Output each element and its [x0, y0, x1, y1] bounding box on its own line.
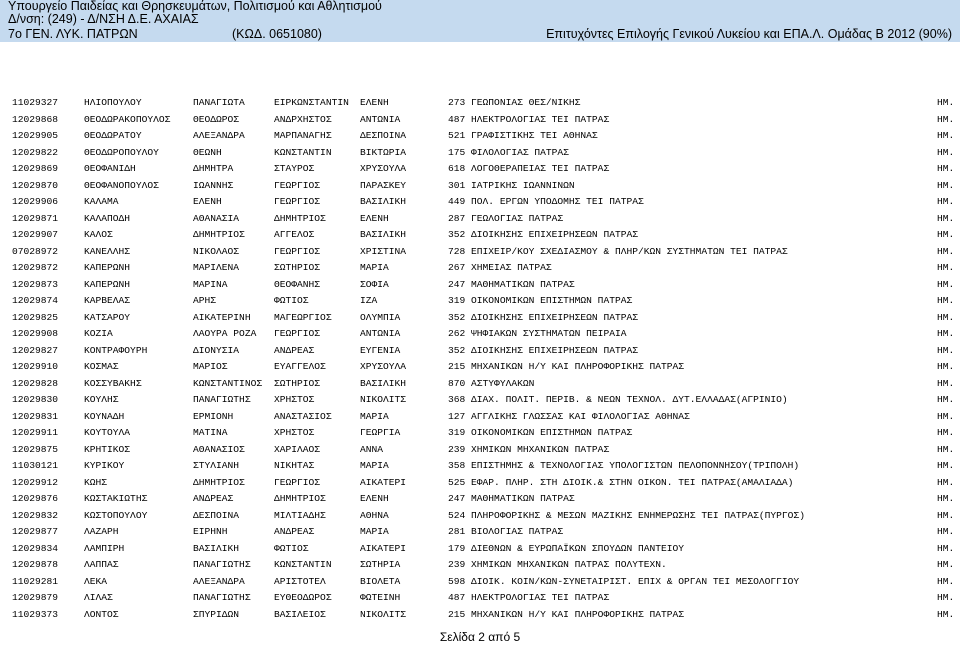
table-row	[0, 574, 960, 591]
mother-name: ΕΥΓΕΝΙΑ	[360, 344, 401, 356]
table-row	[0, 392, 960, 409]
student-id: 12029830	[12, 394, 59, 405]
table-row	[0, 343, 960, 360]
day-flag: ΗΜ.	[937, 113, 955, 125]
surname: ΘΕΟΦΑΝΙΔΗ	[84, 163, 136, 174]
department: 618 ΛΟΓΟΘΕΡΑΠΕΙΑΣ ΤΕΙ ΠΑΤΡΑΣ	[448, 163, 610, 174]
mother-name: ΣΟΦΙΑ	[360, 278, 389, 290]
document-header	[0, 0, 960, 42]
department: 368 ΔΙΑΧ. ΠΟΛΙΤ. ΠΕΡΙΒ. & ΝΕΩΝ ΤΕΧΝΟΛ. ΔΥΤ.ΕΛΛΑΔΑΣ(ΑΓΡΙΝΙΟ)	[448, 394, 788, 405]
day-flag: ΗΜ.	[937, 328, 955, 339]
surname: ΚΑΠΕΡΩΝΗ	[84, 262, 131, 273]
father-name: ΜΙΛΤΙΑΔΗΣ	[274, 509, 326, 521]
first-name: ΑΙΚΑΤΕΡΙΝΗ	[193, 311, 251, 323]
first-name: ΘΕΩΝΗ	[193, 146, 222, 158]
first-name: ΑΘΑΝΑΣΙΑ	[193, 212, 240, 224]
first-name: ΕΡΜΙΟΝΗ	[193, 410, 234, 422]
mother-name: ΒΙΚΤΩΡΙΑ	[360, 146, 407, 158]
father-name: ΜΑΡΠΑΝΑΓΗΣ	[274, 130, 332, 141]
department: 870 ΑΣΤΥΦΥΛΑΚΩΝ	[448, 377, 535, 389]
day-flag: ΗΜ.	[937, 410, 955, 422]
father-name: ΓΕΩΡΓΙΟΣ	[274, 328, 321, 339]
day-flag: ΗΜ.	[937, 476, 955, 488]
day-flag: ΗΜ.	[937, 377, 955, 389]
father-name: ΔΗΜΗΤΡΙΟΣ	[274, 493, 326, 504]
table-row	[0, 376, 960, 393]
table-row	[0, 260, 960, 277]
day-flag: ΗΜ.	[937, 196, 955, 207]
first-name: ΑΡΗΣ	[193, 295, 217, 306]
surname: ΘΕΟΔΩΡΑΚΟΠΟΥΛΟΣ	[84, 113, 171, 125]
mother-name: ΧΡΥΣΟΥΛΑ	[360, 361, 407, 372]
mother-name: ΑΙΚΑΤΕΡΙ	[360, 476, 407, 488]
father-name: ΚΩΝΣΤΑΝΤΙΝ	[274, 559, 332, 570]
table-row	[0, 524, 960, 541]
day-flag: ΗΜ.	[937, 278, 955, 290]
first-name: ΑΝΔΡΕΑΣ	[193, 493, 234, 504]
father-name: ΧΡΗΣΤΟΣ	[274, 427, 315, 438]
first-name: ΑΛΕΞΑΝΔΡΑ	[193, 575, 245, 587]
mother-name: ΧΡΙΣΤΙΝΑ	[360, 245, 407, 257]
father-name: ΓΕΩΡΓΙΟΣ	[274, 245, 321, 257]
student-id: 12029871	[12, 212, 59, 224]
student-id: 12029877	[12, 526, 59, 537]
mother-name: ΦΩΤΕΙΝΗ	[360, 592, 401, 603]
department: 524 ΠΛΗΡΟΦΟΡΙΚΗΣ & ΜΕΣΩΝ ΜΑΖΙΚΗΣ ΕΝΗΜΕΡΩΣΗΣ ΤΕΙ ΠΑΤΡΑΣ(ΠΥΡΓΟΣ)	[448, 509, 805, 521]
student-id: 12029832	[12, 509, 59, 521]
father-name: ΑΝΑΣΤΑΣΙΟΣ	[274, 410, 332, 422]
surname: ΚΩΗΣ	[84, 476, 108, 488]
first-name: ΔΙΟΝΥΣΙΑ	[193, 344, 240, 356]
mother-name: ΟΛΥΜΠΙΑ	[360, 311, 401, 323]
first-name: ΔΗΜΗΤΡΑ	[193, 163, 234, 174]
department: 127 ΑΓΓΛΙΚΗΣ ΓΛΩΣΣΑΣ ΚΑΙ ΦΙΛΟΛΟΓΙΑΣ ΑΘΗΝΑΣ	[448, 410, 690, 422]
first-name: ΔΕΣΠΟΙΝΑ	[193, 509, 240, 521]
first-name: ΕΛΕΝΗ	[193, 196, 222, 207]
student-id: 12029822	[12, 146, 59, 158]
mother-name: ΜΑΡΙΑ	[360, 262, 389, 273]
father-name: ΦΩΤΙΟΣ	[274, 542, 309, 554]
surname: ΚΑΛΟΣ	[84, 229, 113, 240]
day-flag: ΗΜ.	[937, 575, 955, 587]
student-id: 12029910	[12, 361, 59, 372]
father-name: ΦΩΤΙΟΣ	[274, 295, 309, 306]
day-flag: ΗΜ.	[937, 179, 955, 191]
mother-name: ΑΘΗΝΑ	[360, 509, 389, 521]
first-name: ΠΑΝΑΓΙΩΤΑ	[193, 97, 245, 108]
mother-name: ΠΑΡΑΣΚΕΥ	[360, 179, 407, 191]
department: 319 ΟΙΚΟΝΟΜΙΚΩΝ ΕΠΙΣΤΗΜΩΝ ΠΑΤΡΑΣ	[448, 427, 633, 438]
father-name: ΜΑΓΕΩΡΓΙΟΣ	[274, 311, 332, 323]
department: 287 ΓΕΩΛΟΓΙΑΣ ΠΑΤΡΑΣ	[448, 212, 564, 224]
student-id: 12029879	[12, 592, 59, 603]
surname: ΛΑΖΑΡΗ	[84, 526, 119, 537]
surname: ΚΑΤΣΑΡΟΥ	[84, 311, 131, 323]
father-name: ΚΩΝΣΤΑΝΤΙΝ	[274, 146, 332, 158]
mother-name: ΝΙΚΟΛΙΤΣ	[360, 394, 407, 405]
department: 352 ΔΙΟΙΚΗΣΗΣ ΕΠΙΧΕΙΡΗΣΕΩΝ ΠΑΤΡΑΣ	[448, 311, 638, 323]
table-row	[0, 541, 960, 558]
mother-name: ΣΩΤΗΡΙΑ	[360, 559, 401, 570]
student-id: 12029907	[12, 229, 59, 240]
surname: ΛΟΝΤΟΣ	[84, 608, 119, 620]
department: 239 ΧΗΜΙΚΩΝ ΜΗΧΑΝΙΚΩΝ ΠΑΤΡΑΣ	[448, 443, 610, 455]
surname: ΚΟΥΝΑΔΗ	[84, 410, 125, 422]
department: 262 ΨΗΦΙΑΚΩΝ ΣΥΣΤΗΜΑΤΩΝ ΠΕΙΡΑΙΑ	[448, 328, 627, 339]
surname: ΛΕΚΑ	[84, 575, 108, 587]
surname: ΚΩΣΤΑΚΙΩΤΗΣ	[84, 493, 148, 504]
table-row	[0, 359, 960, 376]
table-row	[0, 128, 960, 145]
surname: ΚΑΛΑΠΟΔΗ	[84, 212, 131, 224]
table-row	[0, 590, 960, 607]
first-name: ΜΑΡΙΝΑ	[193, 278, 228, 290]
day-flag: ΗΜ.	[937, 559, 955, 570]
first-name: ΠΑΝΑΓΙΩΤΗΣ	[193, 394, 251, 405]
department: 175 ΦΙΛΟΛΟΓΙΑΣ ΠΑΤΡΑΣ	[448, 146, 569, 158]
day-flag: ΗΜ.	[937, 295, 955, 306]
student-id: 12029872	[12, 262, 59, 273]
surname: ΚΟΝΤΡΑΦΟΥΡΗ	[84, 344, 148, 356]
first-name: ΔΗΜΗΤΡΙΟΣ	[193, 476, 245, 488]
father-name: ΓΕΩΡΓΙΟΣ	[274, 179, 321, 191]
father-name: ΝΙΚΗΤΑΣ	[274, 460, 315, 471]
table-row	[0, 310, 960, 327]
day-flag: ΗΜ.	[937, 493, 955, 504]
table-row	[0, 112, 960, 129]
department: 487 ΗΛΕΚΤΡΟΛΟΓΙΑΣ ΤΕΙ ΠΑΤΡΑΣ	[448, 592, 610, 603]
mother-name: ΙΖΑ	[360, 295, 378, 306]
surname: ΚΩΣΤΟΠΟΥΛΟΥ	[84, 509, 148, 521]
first-name: ΘΕΟΔΩΡΟΣ	[193, 113, 240, 125]
ministry-title: Υπουργείο Παιδείας και Θρησκευμάτων, Πολιτισμού και Αθλητισμού	[8, 0, 382, 13]
student-id: 12029831	[12, 410, 59, 422]
table-row	[0, 145, 960, 162]
department: 352 ΔΙΟΙΚΗΣΗΣ ΕΠΙΧΕΙΡΗΣΕΩΝ ΠΑΤΡΑΣ	[448, 229, 638, 240]
table-row	[0, 211, 960, 228]
first-name: ΙΩΑΝΝΗΣ	[193, 179, 234, 191]
student-id: 11029373	[12, 608, 59, 620]
first-name: ΛΑΟΥΡΑ ΡΟΖΑ	[193, 328, 257, 339]
table-row	[0, 194, 960, 211]
department: 525 ΕΦΑΡ. ΠΛΗΡ. ΣΤΗ ΔΙΟΙΚ.& ΣΤΗΝ ΟΙΚΟΝ. ΤΕΙ ΠΑΤΡΑΣ(ΑΜΑΛΙΑΔΑ)	[448, 476, 794, 488]
mother-name: ΜΑΡΙΑ	[360, 526, 389, 537]
day-flag: ΗΜ.	[937, 592, 955, 603]
student-id: 11029327	[12, 97, 59, 108]
day-flag: ΗΜ.	[937, 245, 955, 257]
table-row	[0, 326, 960, 343]
department: 179 ΔΙΕΘΝΩΝ & ΕΥΡΩΠΑΪΚΩΝ ΣΠΟΥΔΩΝ ΠΑΝΤΕΙΟΥ	[448, 542, 685, 554]
mother-name: ΓΕΩΡΓΙΑ	[360, 427, 401, 438]
mother-name: ΑΝΤΩΝΙΑ	[360, 328, 401, 339]
father-name: ΑΓΓΕΛΟΣ	[274, 229, 315, 240]
father-name: ΑΝΔΡΧΗΣΤΟΣ	[274, 113, 332, 125]
department: 358 ΕΠΙΣΤΗΜΗΣ & ΤΕΧΝΟΛΟΓΙΑΣ ΥΠΟΛΟΓΙΣΤΩΝ ΠΕΛΟΠΟΝΝΗΣΟΥ(ΤΡΙΠΟΛΗ)	[448, 460, 800, 471]
student-id: 12029906	[12, 196, 59, 207]
surname: ΚΟΥΛΗΣ	[84, 394, 119, 405]
table-row	[0, 277, 960, 294]
mother-name: ΕΛΕΝΗ	[360, 212, 389, 224]
department: 239 ΧΗΜΙΚΩΝ ΜΗΧΑΝΙΚΩΝ ΠΑΤΡΑΣ ΠΟΛΥΤΕΧΝ.	[448, 559, 667, 570]
first-name: ΠΑΝΑΓΙΩΤΗΣ	[193, 592, 251, 603]
student-id: 12029905	[12, 130, 59, 141]
mother-name: ΜΑΡΙΑ	[360, 410, 389, 422]
day-flag: ΗΜ.	[937, 97, 955, 108]
table-row	[0, 508, 960, 525]
surname: ΚΑΝΕΛΛΗΣ	[84, 245, 131, 257]
day-flag: ΗΜ.	[937, 229, 955, 240]
student-id: 07028972	[12, 245, 59, 257]
father-name: ΕΙΡΚΩΝΣΤΑΝΤΙΝ	[274, 97, 349, 108]
father-name: ΧΑΡΙΛΑΟΣ	[274, 443, 321, 455]
father-name: ΓΕΩΡΓΙΟΣ	[274, 196, 321, 207]
father-name: ΣΩΤΗΡΙΟΣ	[274, 262, 321, 273]
mother-name: ΕΛΕΝΗ	[360, 97, 389, 108]
department: 449 ΠΟΛ. ΕΡΓΩΝ ΥΠΟΔΟΜΗΣ ΤΕΙ ΠΑΤΡΑΣ	[448, 196, 644, 207]
student-id: 12029827	[12, 344, 59, 356]
surname: ΛΙΛΑΣ	[84, 592, 113, 603]
department: 319 ΟΙΚΟΝΟΜΙΚΩΝ ΕΠΙΣΤΗΜΩΝ ΠΑΤΡΑΣ	[448, 295, 633, 306]
department: 487 ΗΛΕΚΤΡΟΛΟΓΙΑΣ ΤΕΙ ΠΑΤΡΑΣ	[448, 113, 610, 125]
first-name: ΚΩΝΣΤΑΝΤΙΝΟΣ	[193, 377, 263, 389]
day-flag: ΗΜ.	[937, 163, 955, 174]
student-id: 12029878	[12, 559, 59, 570]
surname: ΘΕΟΔΩΡΑΤΟΥ	[84, 130, 142, 141]
results-table	[0, 95, 960, 623]
table-row	[0, 227, 960, 244]
student-id: 12029869	[12, 163, 59, 174]
page-number: Σελίδα 2 από 5	[439, 630, 521, 644]
first-name: ΝΙΚΟΛΑΟΣ	[193, 245, 240, 257]
student-id: 12029911	[12, 427, 59, 438]
first-name: ΣΤΥΛΙΑΝΗ	[193, 460, 240, 471]
surname: ΚΟΣΣΥΒΑΚΗΣ	[84, 377, 142, 389]
department: 215 ΜΗΧΑΝΙΚΩΝ Η/Υ ΚΑΙ ΠΛΗΡΟΦΟΡΙΚΗΣ ΠΑΤΡΑΣ	[448, 361, 685, 372]
mother-name: ΜΑΡΙΑ	[360, 460, 389, 471]
father-name: ΘΕΟΦΑΝΗΣ	[274, 278, 321, 290]
surname: ΚΟΥΤΟΥΛΑ	[84, 427, 131, 438]
father-name: ΑΝΔΡΕΑΣ	[274, 526, 315, 537]
table-row	[0, 244, 960, 261]
mother-name: ΝΙΚΟΛΙΤΣ	[360, 608, 407, 620]
student-id: 12029873	[12, 278, 59, 290]
department: 247 ΜΑΘΗΜΑΤΙΚΩΝ ΠΑΤΡΑΣ	[448, 278, 575, 290]
surname: ΚΡΗΤΙΚΟΣ	[84, 443, 131, 455]
day-flag: ΗΜ.	[937, 344, 955, 356]
father-name: ΕΥΑΓΓΕΛΟΣ	[274, 361, 326, 372]
day-flag: ΗΜ.	[937, 526, 955, 537]
first-name: ΔΗΜΗΤΡΙΟΣ	[193, 229, 245, 240]
student-id: 12029825	[12, 311, 59, 323]
table-row	[0, 442, 960, 459]
student-id: 12029912	[12, 476, 59, 488]
first-name: ΒΑΣΙΛΙΚΗ	[193, 542, 240, 554]
student-id: 12029875	[12, 443, 59, 455]
father-name: ΑΡΙΣΤΟΤΕΛ	[274, 575, 326, 587]
day-flag: ΗΜ.	[937, 146, 955, 158]
school-name: 7ο ΓΕΝ. ΛΥΚ. ΠΑΤΡΩΝ	[8, 27, 138, 41]
table-row	[0, 293, 960, 310]
surname: ΗΛΙΟΠΟΥΛΟΥ	[84, 97, 142, 108]
first-name: ΜΑΡΙΟΣ	[193, 361, 228, 372]
father-name: ΔΗΜΗΤΡΙΟΣ	[274, 212, 326, 224]
table-row	[0, 491, 960, 508]
surname: ΛΑΜΠΙΡΗ	[84, 542, 125, 554]
surname: ΚΑΛΑΜΑ	[84, 196, 119, 207]
department: 598 ΔΙΟΙΚ. ΚΟΙΝ/ΚΩΝ-ΣΥΝΕΤΑΙΡΙΣΤ. ΕΠΙΧ & ΟΡΓΑΝ ΤΕΙ ΜΕΣΟΛΟΓΓΙΟΥ	[448, 575, 800, 587]
father-name: ΕΥΘΕΟΔΩΡΟΣ	[274, 592, 332, 603]
surname: ΚΟΣΜΑΣ	[84, 361, 119, 372]
table-row	[0, 607, 960, 624]
student-id: 11029281	[12, 575, 59, 587]
father-name: ΧΡΗΣΤΟΣ	[274, 394, 315, 405]
first-name: ΣΠΥΡΙΔΩΝ	[193, 608, 240, 620]
father-name: ΓΕΩΡΓΙΟΣ	[274, 476, 321, 488]
table-row	[0, 425, 960, 442]
day-flag: ΗΜ.	[937, 542, 955, 554]
surname: ΚΑΠΕΡΩΝΗ	[84, 278, 131, 290]
day-flag: ΗΜ.	[937, 130, 955, 141]
day-flag: ΗΜ.	[937, 361, 955, 372]
department: 267 ΧΗΜΕΙΑΣ ΠΑΤΡΑΣ	[448, 262, 552, 273]
school-code: (ΚΩΔ. 0651080)	[232, 27, 322, 41]
student-id: 12029828	[12, 377, 59, 389]
mother-name: ΔΕΣΠΟΙΝΑ	[360, 130, 407, 141]
student-id: 12029868	[12, 113, 59, 125]
directorate-title: Δ/νση: (249) - Δ/ΝΣΗ Δ.Ε. ΑΧΑΙΑΣ	[8, 12, 199, 26]
mother-name: ΑΝΤΩΝΙΑ	[360, 113, 401, 125]
student-id: 12029908	[12, 328, 59, 339]
day-flag: ΗΜ.	[937, 311, 955, 323]
student-id: 12029834	[12, 542, 59, 554]
surname: ΚΥΡΙΚΟΥ	[84, 460, 125, 471]
day-flag: ΗΜ.	[937, 460, 955, 471]
surname: ΘΕΟΔΩΡΟΠΟΥΛΟΥ	[84, 146, 159, 158]
surname: ΘΕΟΦΑΝΟΠΟΥΛΟΣ	[84, 179, 159, 191]
surname: ΚΟΖΙΑ	[84, 328, 113, 339]
father-name: ΑΝΔΡΕΑΣ	[274, 344, 315, 356]
mother-name: ΑΙΚΑΤΕΡΙ	[360, 542, 407, 554]
first-name: ΑΛΕΞΑΝΔΡΑ	[193, 130, 245, 141]
father-name: ΣΩΤΗΡΙΟΣ	[274, 377, 321, 389]
first-name: ΑΘΑΝΑΣΙΟΣ	[193, 443, 245, 455]
father-name: ΒΑΣΙΛΕΙΟΣ	[274, 608, 326, 620]
mother-name: ΕΛΕΝΗ	[360, 493, 389, 504]
department: 273 ΓΕΩΠΟΝΙΑΣ ΘΕΣ/ΝΙΚΗΣ	[448, 97, 581, 108]
mother-name: ΒΑΣΙΛΙΚΗ	[360, 377, 407, 389]
first-name: ΕΙΡΗΝΗ	[193, 526, 228, 537]
department: 352 ΔΙΟΙΚΗΣΗΣ ΕΠΙΧΕΙΡΗΣΕΩΝ ΠΑΤΡΑΣ	[448, 344, 638, 356]
table-row	[0, 458, 960, 475]
day-flag: ΗΜ.	[937, 212, 955, 224]
mother-name: ΒΑΣΙΛΙΚΗ	[360, 196, 407, 207]
student-id: 11030121	[12, 460, 59, 471]
department: 281 ΒΙΟΛΟΓΙΑΣ ΠΑΤΡΑΣ	[448, 526, 564, 537]
table-row	[0, 475, 960, 492]
department: 215 ΜΗΧΑΝΙΚΩΝ Η/Υ ΚΑΙ ΠΛΗΡΟΦΟΡΙΚΗΣ ΠΑΤΡΑΣ	[448, 608, 685, 620]
table-row	[0, 409, 960, 426]
mother-name: ΑΝΝΑ	[360, 443, 384, 455]
table-row	[0, 161, 960, 178]
first-name: ΜΑΤΙΝΑ	[193, 427, 228, 438]
department: 247 ΜΑΘΗΜΑΤΙΚΩΝ ΠΑΤΡΑΣ	[448, 493, 575, 504]
mother-name: ΧΡΥΣΟΥΛΑ	[360, 163, 407, 174]
day-flag: ΗΜ.	[937, 262, 955, 273]
first-name: ΠΑΝΑΓΙΩΤΗΣ	[193, 559, 251, 570]
student-id: 12029874	[12, 295, 59, 306]
day-flag: ΗΜ.	[937, 443, 955, 455]
student-id: 12029870	[12, 179, 59, 191]
first-name: ΜΑΡΙΛΕΝΑ	[193, 262, 240, 273]
report-title: Επιτυχόντες Επιλογής Γενικού Λυκείου και ΕΠΑ.Λ. Ομάδας Β 2012 (90%)	[546, 27, 952, 41]
day-flag: ΗΜ.	[937, 394, 955, 405]
mother-name: ΒΙΟΛΕΤΑ	[360, 575, 401, 587]
father-name: ΣΤΑΥΡΟΣ	[274, 163, 315, 174]
student-id: 12029876	[12, 493, 59, 504]
table-row	[0, 178, 960, 195]
department: 521 ΓΡΑΦΙΣΤΙΚΗΣ ΤΕΙ ΑΘΗΝΑΣ	[448, 130, 598, 141]
department: 301 ΙΑΤΡΙΚΗΣ ΙΩΑΝΝΙΝΩΝ	[448, 179, 575, 191]
department: 728 ΕΠΙΧΕΙΡ/ΚΟΥ ΣΧΕΔΙΑΣΜΟΥ & ΠΛΗΡ/ΚΩΝ ΣΥΣΤΗΜΑΤΩΝ ΤΕΙ ΠΑΤΡΑΣ	[448, 245, 788, 257]
day-flag: ΗΜ.	[937, 427, 955, 438]
surname: ΚΑΡΒΕΛΑΣ	[84, 295, 131, 306]
surname: ΛΑΠΠΑΣ	[84, 559, 119, 570]
table-row	[0, 557, 960, 574]
day-flag: ΗΜ.	[937, 608, 955, 620]
mother-name: ΒΑΣΙΛΙΚΗ	[360, 229, 407, 240]
day-flag: ΗΜ.	[937, 509, 955, 521]
table-row	[0, 95, 960, 112]
